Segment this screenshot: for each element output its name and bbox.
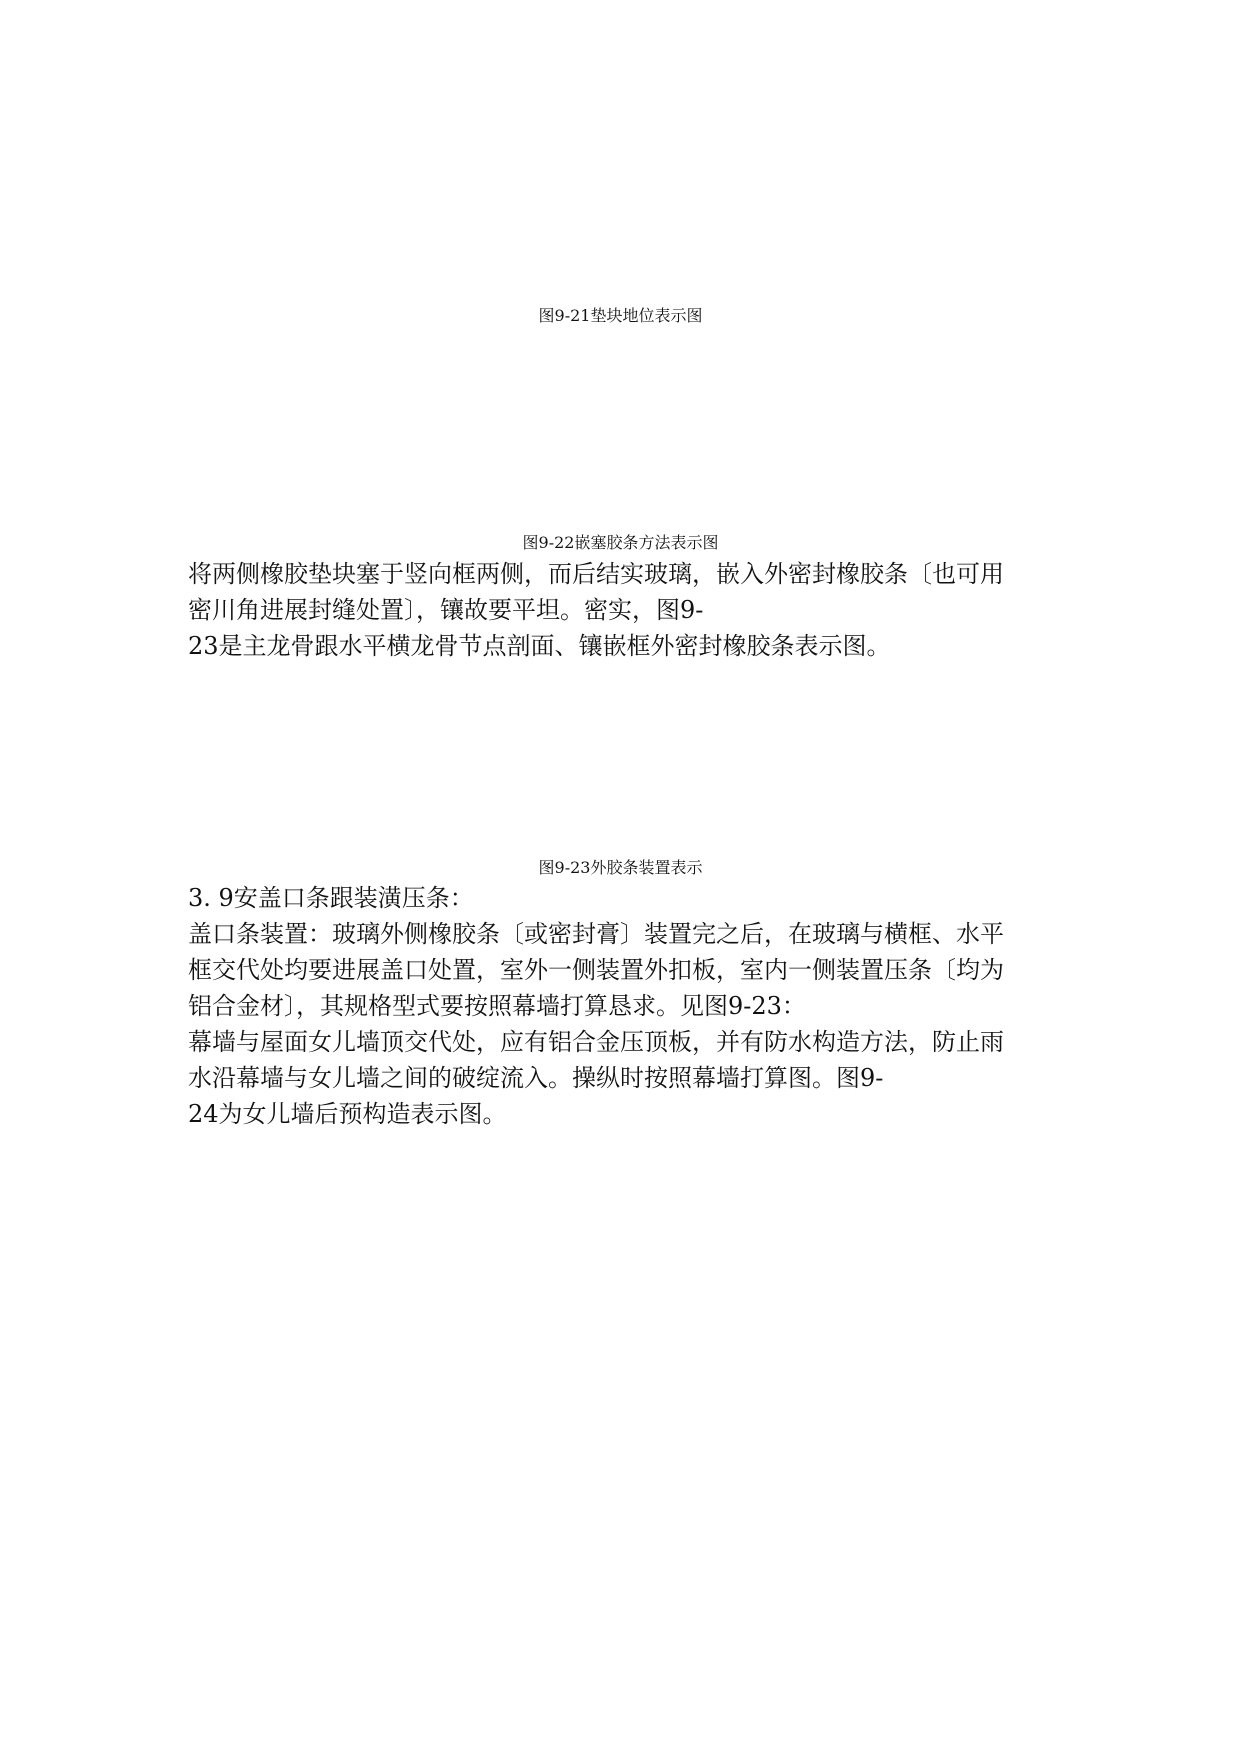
paragraph-line: 盖口条装置：玻璃外侧橡胶条〔或密封膏〕装置完之后，在玻璃与横框、水平 xyxy=(188,920,1004,948)
section-heading: 3. 9安盖口条跟装潢压条： xyxy=(188,884,474,912)
figure-caption-9-23: 图9-23外胶条装置表示 xyxy=(538,858,703,877)
figure-caption-9-21: 图9-21垫块地位表示图 xyxy=(538,306,703,325)
paragraph-line: 框交代处均要进展盖口处置，室外一侧装置外扣板，室内一侧装置压条〔均为 xyxy=(188,956,1004,984)
paragraph-line: 23是主龙骨跟水平横龙骨节点剖面、镶嵌框外密封橡胶条表示图。 xyxy=(188,632,891,660)
paragraph-line: 24为女儿墙后预构造表示图。 xyxy=(188,1100,507,1128)
paragraph-line: 水沿幕墙与女儿墙之间的破绽流入。操纵时按照幕墙打算图。图9- xyxy=(188,1064,884,1092)
paragraph-line: 幕墙与屋面女儿墙顶交代处，应有铝合金压顶板，并有防水构造方法，防止雨 xyxy=(188,1028,1004,1056)
paragraph-line: 将两侧橡胶垫块塞于竖向框两侧，而后结实玻璃，嵌入外密封橡胶条〔也可用 xyxy=(188,560,1004,588)
figure-caption-9-22: 图9-22嵌塞胶条方法表示图 xyxy=(522,533,719,552)
paragraph-line: 密川角进展封缝处置〕，镶故要平坦。密实，图9- xyxy=(188,596,704,624)
paragraph-line: 铝合金材〕，其规格型式要按照幕墙打算恳求。见图9-23： xyxy=(188,992,806,1020)
